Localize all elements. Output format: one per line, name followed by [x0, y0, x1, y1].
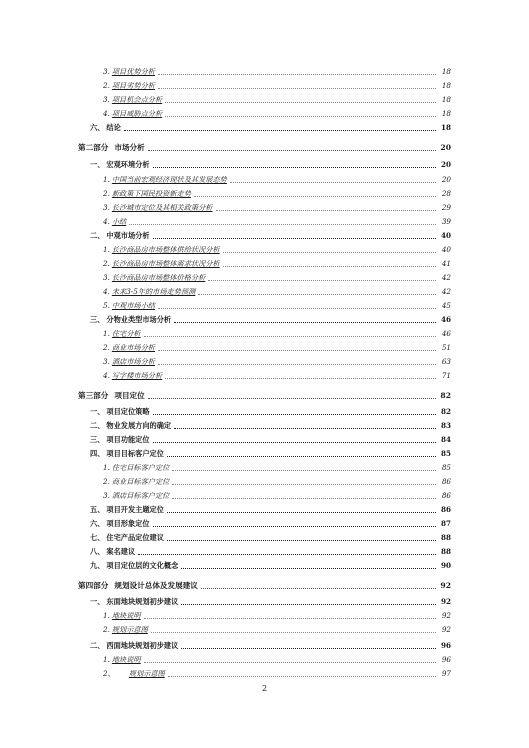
toc-dot-leader	[158, 308, 436, 309]
toc-entry-title: 项目优势分析	[111, 67, 155, 76]
toc-entry-title: 案名建议	[106, 547, 136, 556]
toc-entry-title: 酒店市场分析	[111, 357, 155, 366]
toc-entry-title: 规划设计总体及发展建议	[114, 581, 198, 590]
toc-entry-page: 83	[440, 421, 451, 430]
toc-entry-number: 3.	[103, 357, 110, 366]
toc-entry[interactable]	[90, 640, 451, 652]
toc-dot-leader	[151, 632, 436, 633]
toc-entry-number: 六、	[90, 123, 105, 132]
toc-entry-number: 4.	[103, 287, 110, 296]
toc-entry-page: 45	[441, 301, 451, 310]
toc-entry-number: 七、	[90, 533, 105, 542]
toc-dot-leader	[148, 150, 436, 151]
toc-entry-title: 未来3-5年的市场走势预测	[111, 287, 196, 296]
toc-entry[interactable]	[103, 654, 451, 666]
toc-entry-number: 1.	[103, 245, 110, 254]
toc-entry-number: 2.	[103, 625, 110, 634]
toc-entry[interactable]	[103, 66, 451, 78]
toc-entry-number: 一、	[90, 597, 105, 606]
toc-entry-number: 3.	[103, 273, 110, 282]
toc-entry-title: 规划示意图	[128, 669, 165, 678]
toc-dot-leader	[165, 116, 436, 117]
toc-entry[interactable]	[103, 80, 451, 92]
toc-entry-number: 2、	[103, 669, 115, 678]
toc-dot-leader	[165, 378, 436, 379]
toc-dot-leader	[167, 512, 436, 513]
toc-entry-number: 4.	[103, 217, 110, 226]
toc-entry-number: 八、	[90, 547, 105, 556]
toc-entry-title: 项目开发主题定位	[106, 505, 164, 514]
toc-entry-number: 一、	[90, 407, 105, 416]
toc-entry[interactable]	[103, 216, 451, 228]
toc-entry-page: 71	[441, 371, 451, 380]
toc-dot-leader	[165, 102, 436, 103]
toc-entry[interactable]	[103, 272, 451, 284]
toc-entry-title: 商业市场分析	[111, 343, 155, 352]
toc-dot-leader	[216, 210, 437, 211]
toc-dot-leader	[158, 364, 436, 365]
toc-entry-page: 97	[441, 669, 451, 678]
toc-entry-page: 28	[441, 189, 451, 198]
toc-entry[interactable]	[103, 476, 451, 488]
toc-entry[interactable]	[103, 356, 451, 368]
toc-entry[interactable]	[90, 546, 451, 558]
toc-dot-leader	[172, 470, 436, 471]
toc-dot-leader	[174, 322, 436, 323]
toc-dot-leader	[153, 167, 436, 168]
toc-entry-title: 地块说明	[111, 655, 141, 664]
toc-entry-page: 63	[441, 357, 451, 366]
toc-entry-page: 82	[440, 391, 451, 400]
toc-entry[interactable]	[90, 448, 451, 460]
toc-dot-leader	[124, 130, 436, 131]
toc-dot-leader	[144, 618, 436, 619]
toc-entry-number: 第三部分	[78, 391, 109, 400]
toc-entry[interactable]	[90, 420, 451, 432]
toc-dot-leader	[167, 456, 436, 457]
toc-entry-title: 规划示意图	[111, 625, 148, 634]
toc-dot-leader	[144, 662, 436, 663]
toc-entry-number: 一、	[90, 160, 105, 169]
toc-entry-page: 46	[440, 315, 451, 324]
toc-entry[interactable]	[90, 314, 451, 326]
toc-entry-page: 51	[441, 343, 451, 352]
toc-entry-title: 新政策下国民投资新走势	[111, 189, 191, 198]
toc-entry[interactable]	[90, 596, 451, 608]
toc-entry-title: 项目劣势分析	[111, 81, 155, 90]
toc-entry-page: 41	[441, 259, 451, 268]
page-number: 2	[261, 684, 268, 693]
toc-entry-number: 2.	[103, 81, 110, 90]
toc-entry[interactable]	[103, 188, 451, 200]
toc-dot-leader	[153, 526, 436, 527]
toc-entry[interactable]	[90, 560, 451, 572]
toc-entry-page: 92	[440, 581, 451, 590]
toc-entry-number: 2.	[103, 259, 110, 268]
toc-dot-leader	[144, 336, 436, 337]
toc-entry-page: 39	[441, 217, 451, 226]
toc-entry-title: 项目目标客户定位	[106, 449, 164, 458]
toc-entry-title: 分物业类型市场分析	[106, 315, 172, 324]
toc-entry-number: 3.	[103, 95, 110, 104]
toc-dot-leader	[129, 224, 436, 225]
toc-entry[interactable]	[103, 610, 451, 622]
toc-entry-number: 1.	[103, 329, 110, 338]
toc-entry-number: 3.	[103, 203, 110, 212]
toc-entry-page: 40	[441, 245, 451, 254]
toc-dot-leader	[158, 88, 436, 89]
toc-entry-number: 四、	[90, 449, 105, 458]
toc-entry-page: 88	[440, 547, 451, 556]
toc-entry-number: 2.	[103, 477, 110, 486]
toc-entry-title: 中国当前宏观经济现状及其发展态势	[111, 175, 227, 184]
toc-entry-title: 长沙商品房市场整体供给状况分析	[111, 245, 220, 254]
toc-entry[interactable]	[103, 258, 451, 270]
toc-dot-leader	[223, 252, 436, 253]
toc-entry[interactable]	[103, 174, 451, 186]
toc-entry-number: 二、	[90, 231, 105, 240]
toc-dot-leader	[181, 604, 436, 605]
toc-entry[interactable]	[90, 122, 451, 134]
toc-entry-title: 中观市场小结	[111, 301, 155, 310]
toc-entry-title: 市场分析	[114, 143, 145, 152]
toc-dot-leader	[167, 540, 436, 541]
toc-entry-title: 物业发展方向的确定	[106, 421, 172, 430]
toc-entry-title: 项目定位层的文化概念	[106, 561, 179, 570]
toc-entry-number: 第四部分	[78, 581, 109, 590]
toc-entry-title: 长沙商品房市场整体需求状况分析	[111, 259, 220, 268]
toc-entry-title: 结论	[106, 123, 121, 132]
toc-entry[interactable]	[90, 532, 451, 544]
toc-dot-leader	[158, 74, 436, 75]
toc-entry-number: 三、	[90, 315, 105, 324]
toc-entry[interactable]	[90, 434, 451, 446]
toc-entry-number: 二、	[90, 421, 105, 430]
toc-entry-title: 长沙城市定位及其相关政策分析	[111, 203, 213, 212]
toc-entry-title: 东面地块规划初步建议	[106, 597, 179, 606]
toc-entry[interactable]	[103, 462, 451, 474]
toc-entry[interactable]	[103, 244, 451, 256]
toc-entry-title: 写字楼市场分析	[111, 371, 163, 380]
toc-entry-number: 4.	[103, 371, 110, 380]
toc-entry-page: 85	[440, 449, 451, 458]
toc-entry-page: 20	[441, 175, 451, 184]
toc-entry-title: 酒店目标客户定位	[111, 491, 170, 500]
toc-entry-title: 西面地块规划初步建议	[106, 641, 179, 650]
toc-entry-title: 小结	[111, 217, 127, 226]
toc-entry-page: 18	[441, 109, 451, 118]
toc-entry-title: 项目机会点分析	[111, 95, 163, 104]
toc-entry[interactable]	[103, 94, 451, 106]
toc-entry-title: 住宅产品定位建议	[106, 533, 164, 542]
toc-entry[interactable]	[103, 286, 451, 298]
toc-entry[interactable]	[90, 504, 451, 516]
toc-entry[interactable]	[90, 230, 451, 242]
toc-entry-title: 项目威胁点分析	[111, 109, 163, 118]
toc-entry-page: 88	[440, 533, 451, 542]
toc-entry-page: 82	[440, 407, 451, 416]
toc-entry[interactable]	[103, 668, 451, 680]
toc-entry-page: 18	[440, 123, 451, 132]
toc-entry-number: 2.	[103, 189, 110, 198]
toc-entry[interactable]	[103, 624, 451, 636]
toc-entry[interactable]	[103, 108, 451, 120]
toc-dot-leader	[153, 238, 436, 239]
toc-entry-title: 地块说明	[111, 611, 141, 620]
toc-entry-page: 92	[441, 625, 451, 634]
toc-entry-page: 40	[440, 231, 451, 240]
toc-dot-leader	[168, 676, 436, 677]
toc-entry-number: 1.	[103, 175, 110, 184]
toc-dot-leader	[158, 350, 436, 351]
toc-entry-page: 86	[441, 477, 451, 486]
toc-dot-leader	[148, 398, 436, 399]
toc-entry-page: 20	[440, 143, 451, 152]
toc-entry-page: 20	[440, 160, 451, 169]
toc-dot-leader	[172, 498, 436, 499]
toc-entry-page: 86	[440, 505, 451, 514]
toc-dot-leader	[172, 484, 436, 485]
toc-entry[interactable]	[103, 300, 451, 312]
toc-entry[interactable]	[90, 406, 451, 418]
toc-entry[interactable]	[103, 370, 451, 382]
toc-entry-page: 18	[441, 81, 451, 90]
toc-entry-page: 96	[440, 641, 451, 650]
toc-dot-leader	[181, 568, 436, 569]
toc-entry[interactable]	[103, 328, 451, 340]
toc-entry-page: 42	[441, 287, 451, 296]
toc-entry-page: 96	[441, 655, 451, 664]
toc-dot-leader	[138, 554, 436, 555]
toc-entry-number: 2.	[103, 343, 110, 352]
toc-entry-page: 42	[441, 273, 451, 282]
toc-entry-title: 商业目标客户定位	[111, 477, 170, 486]
toc-entry[interactable]	[78, 142, 451, 154]
toc-entry-number: 六、	[90, 519, 105, 528]
toc-entry-page: 18	[441, 67, 451, 76]
toc-dot-leader	[230, 182, 436, 183]
toc-dot-leader	[223, 266, 436, 267]
toc-entry-number: 三、	[90, 435, 105, 444]
toc-entry-page: 90	[440, 561, 451, 570]
toc-entry-title: 项目定位	[114, 391, 145, 400]
toc-dot-leader	[208, 280, 436, 281]
toc-entry-page: 29	[441, 203, 451, 212]
toc-entry-number: 九、	[90, 561, 105, 570]
toc-entry-page: 18	[441, 95, 451, 104]
toc-entry-page: 84	[440, 435, 451, 444]
toc-entry-number: 五、	[90, 505, 105, 514]
toc-dot-leader	[181, 648, 436, 649]
toc-entry-page: 86	[441, 491, 451, 500]
toc-dot-leader	[153, 442, 436, 443]
toc-entry-number: 5.	[103, 301, 110, 310]
toc-entry-number: 1.	[103, 655, 110, 664]
toc-entry-page: 92	[441, 611, 451, 620]
toc-entry-page: 85	[441, 463, 451, 472]
toc-entry[interactable]	[103, 202, 451, 214]
toc-entry-page: 92	[440, 597, 451, 606]
toc-entry[interactable]	[78, 580, 451, 592]
toc-entry[interactable]	[90, 159, 451, 171]
toc-entry-title: 长沙商品房市场整体价格分析	[111, 273, 206, 282]
toc-entry-title: 住宅目标客户定位	[111, 463, 170, 472]
toc-entry[interactable]	[103, 490, 451, 502]
toc-entry-title: 宏观环境分析	[106, 160, 150, 169]
toc-dot-leader	[198, 294, 436, 295]
toc-entry-title: 住宅分析	[111, 329, 141, 338]
toc-entry-page: 87	[440, 519, 451, 528]
toc-dot-leader	[174, 428, 436, 429]
toc-entry-title: 项目形象定位	[106, 519, 150, 528]
toc-dot-leader	[201, 588, 436, 589]
toc-entry-title: 项目定位策略	[106, 407, 150, 416]
toc-dot-leader	[153, 414, 436, 415]
toc-dot-leader	[194, 196, 436, 197]
toc-entry-number: 3.	[103, 491, 110, 500]
toc-entry-title: 项目功能定位	[106, 435, 150, 444]
toc-entry-number: 二、	[90, 641, 105, 650]
toc-entry[interactable]	[90, 518, 451, 530]
toc-entry[interactable]	[103, 342, 451, 354]
toc-entry-number: 4.	[103, 109, 110, 118]
toc-entry-number: 1.	[103, 463, 110, 472]
toc-entry[interactable]	[78, 390, 451, 402]
toc-entry-page: 46	[441, 329, 451, 338]
toc-entry-number: 3.	[103, 67, 110, 76]
toc-entry-number: 1.	[103, 611, 110, 620]
toc-entry-number: 第二部分	[78, 143, 109, 152]
toc-entry-title: 中观市场分析	[106, 231, 150, 240]
